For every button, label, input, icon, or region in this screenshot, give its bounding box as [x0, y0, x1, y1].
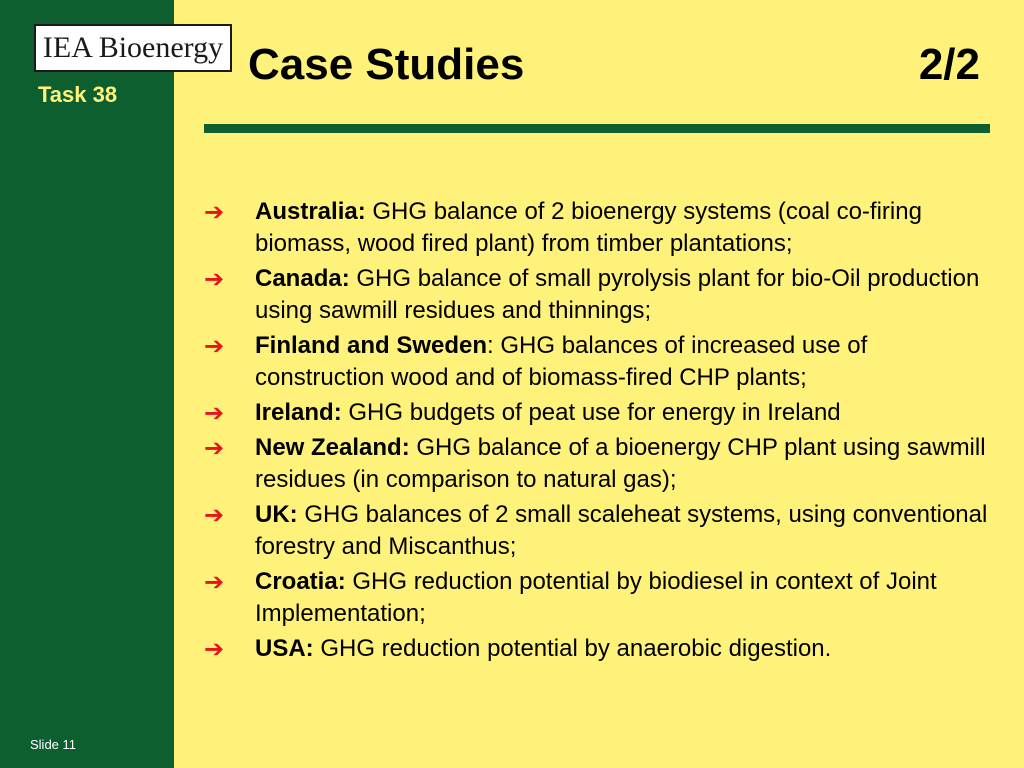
task-label: Task 38	[38, 82, 118, 107]
case-description: GHG balances of 2 small scaleheat systems, using conventional forestry and Miscanthus;	[255, 501, 988, 560]
case-description: GHG reduction potential by anaerobic digestion.	[313, 635, 832, 662]
list-item	[200, 566, 1000, 630]
case-description: GHG balance of small pyrolysis plant for bio-Oil production using sawmill residues and thinnings;	[255, 265, 980, 324]
arrow-right-icon: ➔	[204, 568, 225, 596]
iea-bioenergy-logo: IEA Bioenergy	[34, 24, 232, 72]
country-name: USA:	[255, 635, 314, 662]
list-item	[200, 397, 1000, 429]
case-description: GHG budgets of peat use for energy in Ireland	[341, 399, 841, 426]
arrow-right-icon: ➔	[204, 265, 225, 293]
country-name: Croatia:	[255, 568, 346, 595]
list-item	[200, 633, 1000, 665]
arrow-right-icon: ➔	[204, 399, 225, 427]
case-description: GHG reduction potential by biodiesel in context of Joint Implementation;	[255, 568, 937, 627]
country-name: Australia:	[255, 198, 366, 225]
case-study-list	[200, 196, 1000, 668]
list-item	[200, 432, 1000, 496]
country-name: Finland and Sweden	[255, 332, 488, 359]
title-divider	[204, 124, 990, 133]
arrow-right-icon: ➔	[204, 332, 225, 360]
arrow-right-icon: ➔	[204, 635, 225, 663]
case-description: GHG balance of 2 bioenergy systems (coal co-firing biomass, wood fired plant) from timber plantations;	[255, 198, 922, 257]
page-indicator: 2/2	[918, 40, 980, 89]
list-item	[200, 263, 1000, 327]
sidebar	[0, 0, 224, 768]
country-name: UK:	[255, 501, 298, 528]
slide-number: Slide 11	[30, 737, 77, 752]
country-name: Canada:	[255, 265, 350, 292]
arrow-right-icon: ➔	[204, 434, 225, 462]
country-name: Ireland:	[255, 399, 342, 426]
page-title: Case Studies	[248, 40, 525, 89]
country-name: New Zealand:	[255, 434, 410, 461]
arrow-right-icon: ➔	[204, 501, 225, 529]
case-description: : GHG balances of increased use of construction wood and of biomass-fired CHP plants;	[255, 332, 868, 391]
list-item	[200, 196, 1000, 260]
case-description: GHG balance of a bioenergy CHP plant using sawmill residues (in comparison to natural gas);	[255, 434, 986, 493]
list-item	[200, 330, 1000, 394]
list-item	[200, 499, 1000, 563]
arrow-right-icon: ➔	[204, 198, 225, 226]
